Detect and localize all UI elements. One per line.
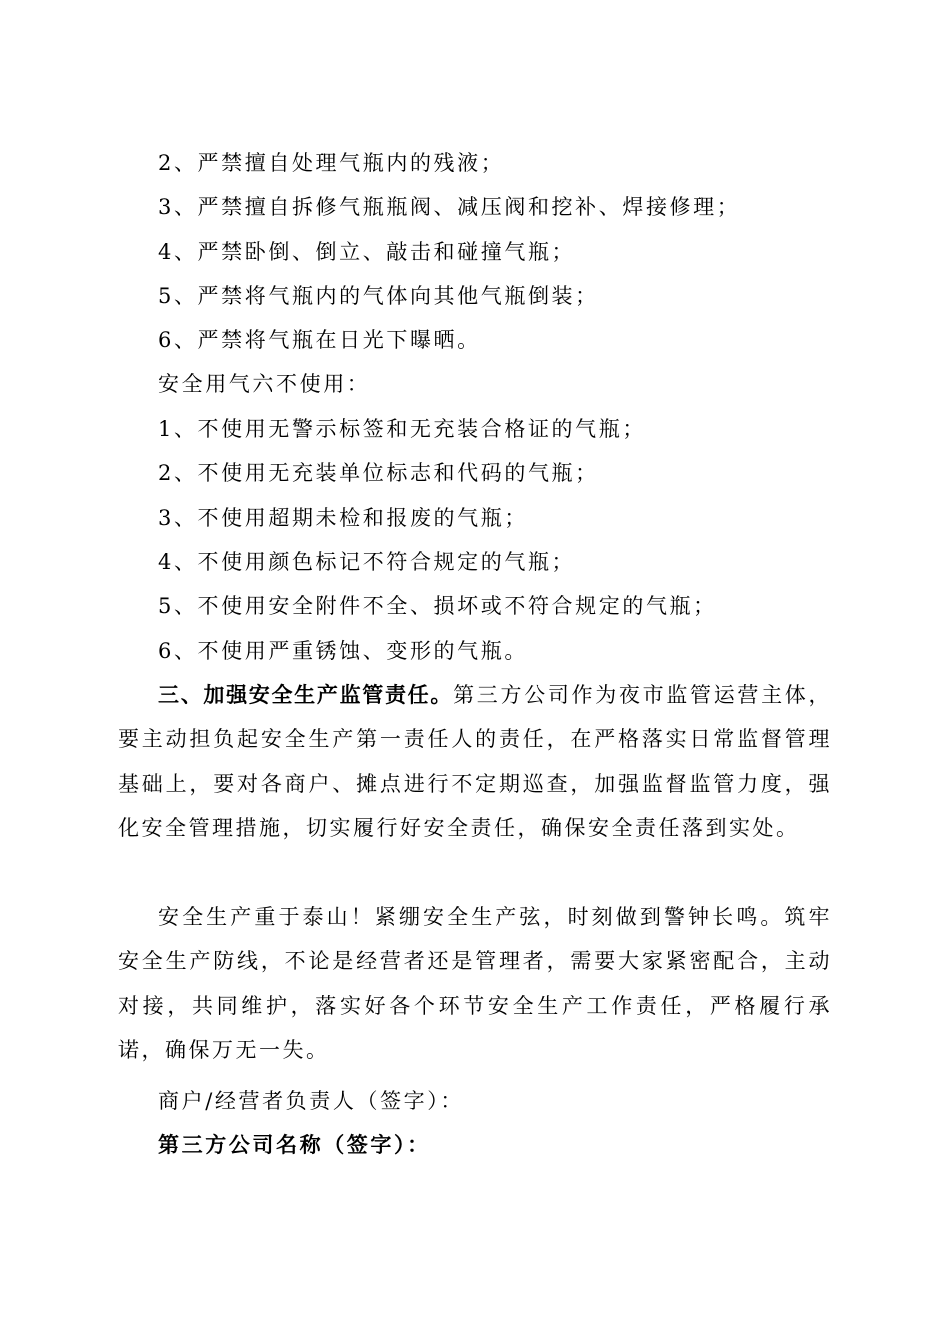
not-use-item-4: 4、不使用颜色标记不符合规定的气瓶； xyxy=(158,550,576,574)
company-signature-label: 第三方公司名称（签字）： xyxy=(158,1132,431,1157)
section-three-paragraph xyxy=(118,673,832,850)
not-use-item-5: 5、不使用安全附件不全、损坏或不符合规定的气瓶； xyxy=(158,594,717,618)
section-three-body: 第三方公司作为夜市监管运营主体，要主动担负起安全生产第一责任人的责任，在严格落实日常监督管理基础上，要对各商户、摊点进行不定期巡查，加强监督监管力度，强化安全管理措施，切实履行好安全责任，确保安全责任落到实处。 xyxy=(118,683,833,840)
six-not-use-heading: 安全用气六不使用： xyxy=(158,372,371,396)
not-use-item-3: 3、不使用超期未检和报废的气瓶； xyxy=(158,506,528,530)
prohibition-item-2: 2、严禁擅自处理气瓶内的残液； xyxy=(158,151,505,175)
prohibition-item-5: 5、严禁将气瓶内的气体向其他气瓶倒装； xyxy=(158,284,599,308)
not-use-item-6: 6、不使用严重锈蚀、变形的气瓶。 xyxy=(158,639,528,663)
not-use-item-2: 2、不使用无充装单位标志和代码的气瓶； xyxy=(158,461,599,485)
merchant-signature-label: 商户/经营者负责人（签字）： xyxy=(158,1089,464,1113)
closing-paragraph: 安全生产重于泰山！紧绷安全生产弦，时刻做到警钟长鸣。筑牢安全生产防线，不论是经营者还是管理者，需要大家紧密配合，主动对接，共同维护，落实好各个环节安全生产工作责任，严格履行承诺，确保万无一失。 xyxy=(118,905,832,1062)
section-three-title: 三、加强安全生产监管责任。 xyxy=(158,683,454,707)
prohibition-item-3: 3、严禁擅自拆修气瓶瓶阀、减压阀和挖补、焊接修理； xyxy=(158,195,741,219)
prohibition-item-6: 6、严禁将气瓶在日光下曝晒。 xyxy=(158,328,481,352)
prohibition-item-4: 4、严禁卧倒、倒立、敲击和碰撞气瓶； xyxy=(158,240,576,264)
not-use-item-1: 1、不使用无警示标签和无充装合格证的气瓶； xyxy=(158,417,646,441)
